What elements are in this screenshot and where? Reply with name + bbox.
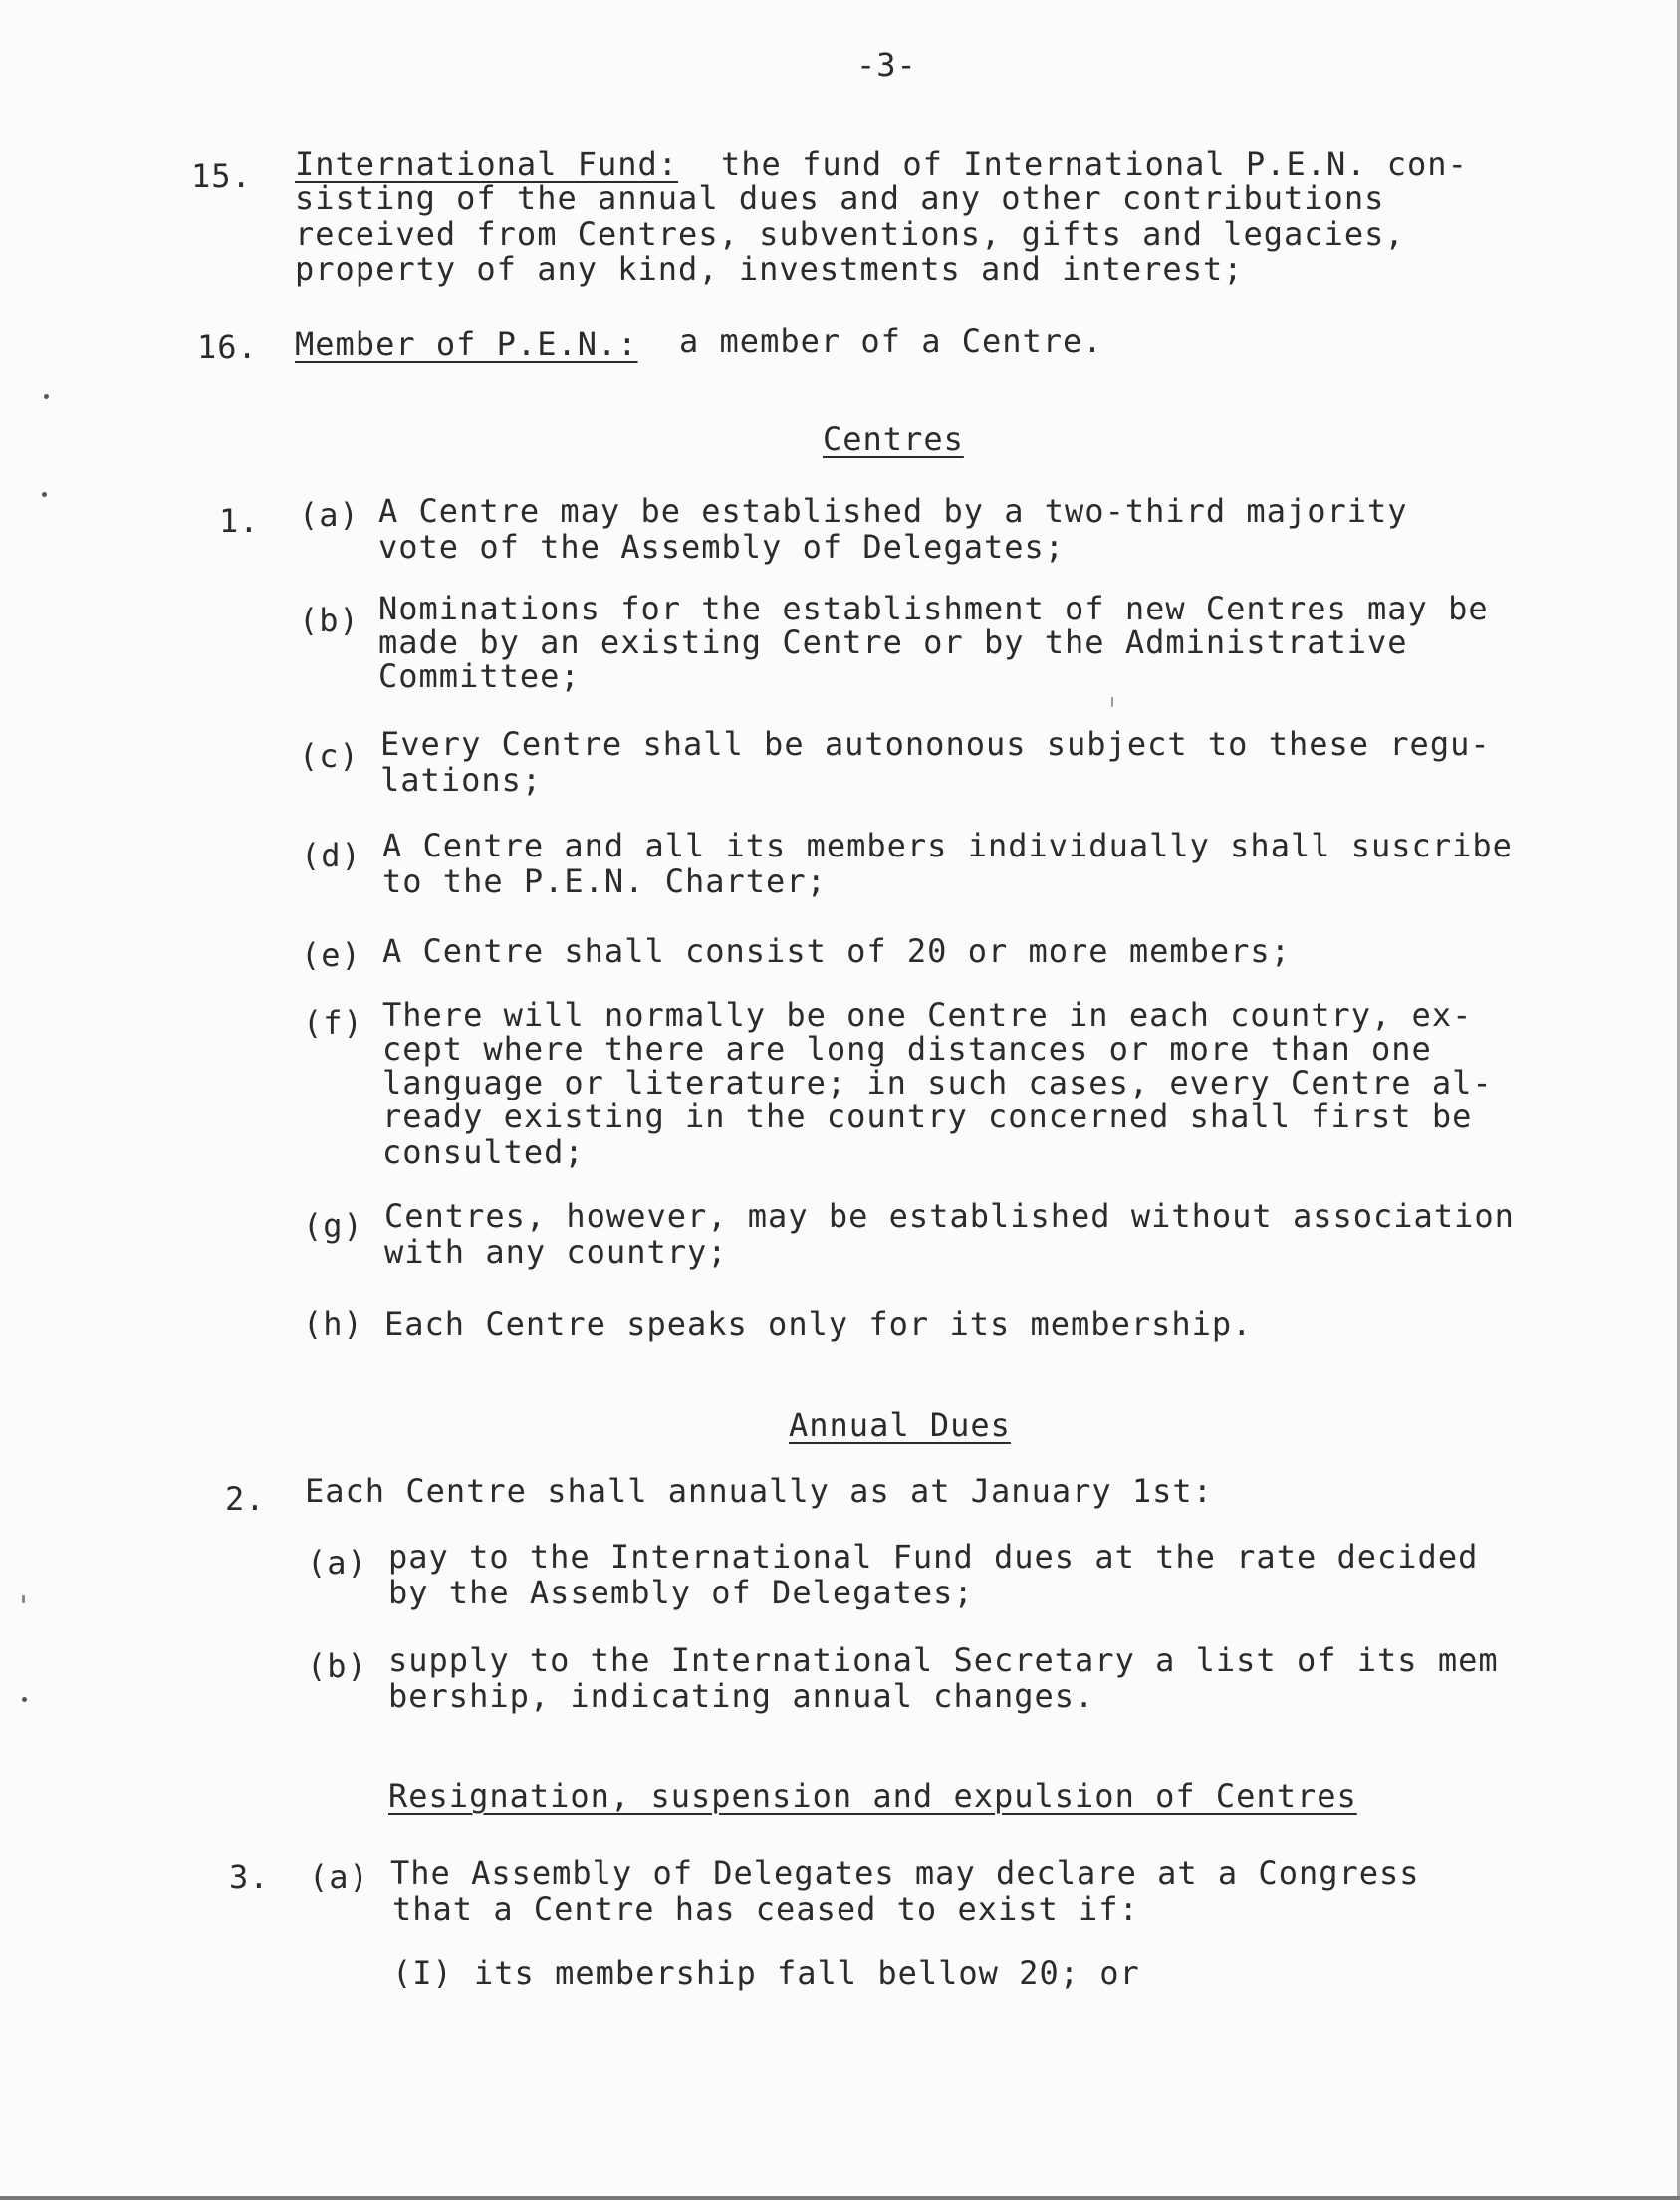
section-heading-resignation: Resignation, suspension and expulsion of Centres <box>388 1777 1357 1815</box>
definition-16-number: 16. <box>197 328 258 366</box>
clause-1-item-line: lations; <box>380 761 543 799</box>
clause-2-item-line: supply to the International Secretary a list of its mem <box>388 1641 1499 1679</box>
clause-1-item-line: cept where there are long distances or more than one <box>382 1030 1432 1068</box>
clause-1-item-line: vote of the Assembly of Delegates; <box>378 528 1066 566</box>
clause-2-number: 2. <box>225 1480 266 1518</box>
definition-15-line: received from Centres, subventions, gifts and legacies, <box>295 215 1405 253</box>
clause-1-item-label: (d) <box>301 837 361 874</box>
clause-1-item-line: There will normally be one Centre in each country, ex- <box>382 996 1473 1034</box>
clause-3-item-line: The Assembly of Delegates may declare at a Congress <box>390 1854 1420 1892</box>
definition-15-term: International Fund: <box>295 145 679 183</box>
clause-1-item-label: (g) <box>303 1207 363 1245</box>
clause-2-intro: Each Centre shall annually as at January 1st: <box>305 1472 1213 1510</box>
scan-edge-bottom <box>0 2196 1680 2200</box>
clause-1-item-label: (b) <box>299 602 360 639</box>
definition-15-line: the fund of International P.E.N. con- <box>721 145 1468 183</box>
clause-2-item-label: (a) <box>307 1544 367 1582</box>
clause-3-number: 3. <box>229 1858 270 1896</box>
clause-3-subitem-label: (I) <box>392 1954 453 1992</box>
clause-1-item-line: Committee; <box>378 657 581 695</box>
scan-speck <box>1111 697 1113 707</box>
scan-speck <box>22 1595 25 1603</box>
clause-1-item-line: A Centre and all its members individually shall suscribe <box>382 827 1513 864</box>
clause-2-item-label: (b) <box>307 1647 367 1685</box>
clause-1-item-line: A Centre shall consist of 20 or more members; <box>382 932 1291 970</box>
section-heading-annual-dues: Annual Dues <box>789 1406 1011 1444</box>
section-heading-centres: Centres <box>823 420 964 458</box>
clause-3-item-line: that a Centre has ceased to exist if: <box>392 1890 1139 1928</box>
definition-15-line: sisting of the annual dues and any other contributions <box>295 179 1385 217</box>
clause-3-item-label: (a) <box>309 1858 369 1896</box>
clause-1-item-line: Every Centre shall be autononous subject to these regu- <box>380 725 1491 763</box>
definition-16-term: Member of P.E.N.: <box>295 325 638 363</box>
page-number: -3- <box>856 46 917 84</box>
clause-1-item-label: (e) <box>301 936 361 974</box>
clause-1-item-line: Each Centre speaks only for its membership. <box>384 1305 1253 1343</box>
clause-1-number: 1. <box>219 502 260 540</box>
clause-1-item-line: made by an existing Centre or by the Administrative <box>378 623 1408 661</box>
definition-15-line: property of any kind, investments and interest; <box>295 250 1244 288</box>
clause-1-item-line: consulted; <box>382 1133 585 1171</box>
clause-1-item-line: Nominations for the establishment of new Centres may be <box>378 590 1489 627</box>
clause-1-item-line: with any country; <box>384 1233 728 1271</box>
clause-1-item-label: (h) <box>303 1305 363 1343</box>
definition-16-line: a member of a Centre. <box>679 322 1103 360</box>
scan-speck <box>42 492 47 497</box>
clause-1-item-line: language or literature; in such cases, every Centre al- <box>382 1064 1493 1101</box>
clause-1-item-line: A Centre may be established by a two-third majority <box>378 492 1408 530</box>
clause-1-item-label: (f) <box>303 1004 363 1042</box>
clause-2-item-line: by the Assembly of Delegates; <box>388 1574 974 1611</box>
clause-1-item-line: to the P.E.N. Charter; <box>382 862 827 900</box>
clause-1-item-label: (a) <box>299 496 360 534</box>
clause-3-subitem-text: its membership fall bellow 20; or <box>474 1954 1140 1992</box>
clause-2-item-line: pay to the International Fund dues at the rate decided <box>388 1538 1479 1576</box>
clause-1-item-label: (c) <box>299 737 360 775</box>
scan-speck <box>22 1697 27 1702</box>
scan-speck <box>44 394 49 399</box>
definition-15-number: 15. <box>191 157 252 195</box>
clause-1-item-line: Centres, however, may be established without association <box>384 1197 1515 1235</box>
clause-2-item-line: bership, indicating annual changes. <box>388 1677 1095 1715</box>
clause-1-item-line: ready existing in the country concerned shall first be <box>382 1098 1473 1135</box>
